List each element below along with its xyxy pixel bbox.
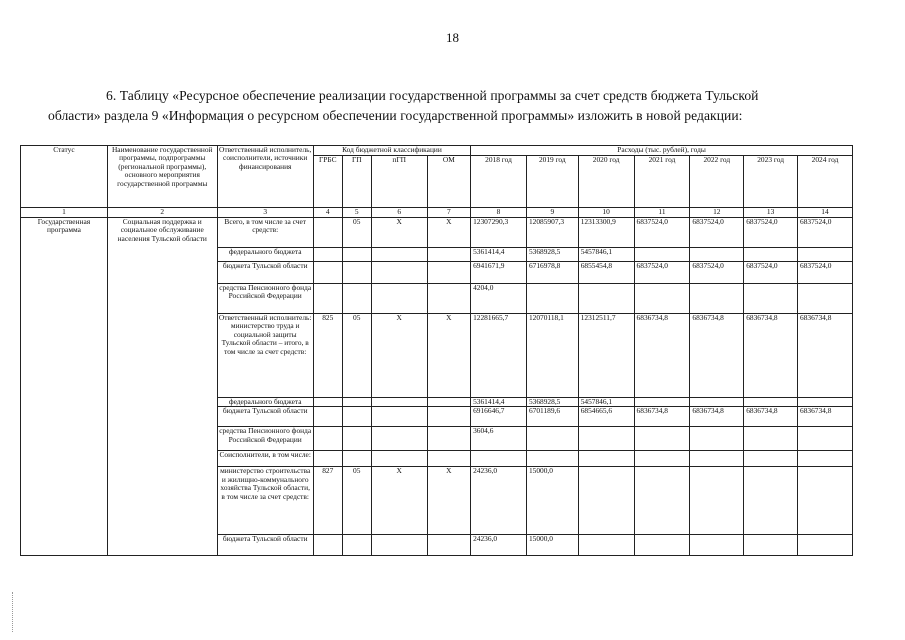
pgp-cell: Х xyxy=(371,218,427,248)
value-cell xyxy=(578,427,634,451)
value-cell: 6837524,0 xyxy=(798,262,853,284)
pgp-cell xyxy=(371,427,427,451)
header-year: 2023 год xyxy=(744,156,798,208)
gp-cell: 05 xyxy=(342,218,371,248)
value-cell: 5457846,1 xyxy=(578,248,634,262)
value-cell: 6837524,0 xyxy=(690,262,744,284)
grbs-cell: 825 xyxy=(313,314,342,398)
column-index: 12 xyxy=(690,208,744,218)
program-name-cell: Социальная поддержка и социальное обслуживание населения Тульской области xyxy=(107,218,217,556)
value-cell: 6836734,8 xyxy=(798,407,853,427)
grbs-cell xyxy=(313,451,342,467)
row-label: Всего, в том числе за счет средств: xyxy=(217,218,313,248)
row-label: федерального бюджета xyxy=(217,248,313,262)
value-cell: 15000,0 xyxy=(526,467,578,535)
row-label: бюджета Тульской области xyxy=(217,407,313,427)
grbs-cell xyxy=(313,248,342,262)
value-cell: 6837524,0 xyxy=(744,218,798,248)
row-label: средства Пенсионного фонда Российской Федерации xyxy=(217,284,313,314)
value-cell: 6836734,8 xyxy=(690,407,744,427)
row-label: бюджета Тульской области xyxy=(217,535,313,556)
row-label: средства Пенсионного фонда Российской Федерации xyxy=(217,427,313,451)
om-cell: Х xyxy=(427,314,471,398)
value-cell: 6837524,0 xyxy=(744,262,798,284)
value-cell: 24236,0 xyxy=(471,467,527,535)
om-cell: Х xyxy=(427,467,471,535)
value-cell xyxy=(690,427,744,451)
grbs-cell xyxy=(313,427,342,451)
column-index: 5 xyxy=(342,208,371,218)
header-year: 2024 год xyxy=(798,156,853,208)
value-cell: 6916646,7 xyxy=(471,407,527,427)
value-cell: 6701189,6 xyxy=(526,407,578,427)
value-cell: 12313300,9 xyxy=(578,218,634,248)
value-cell: 6941671,9 xyxy=(471,262,527,284)
column-index: 3 xyxy=(217,208,313,218)
value-cell xyxy=(690,451,744,467)
column-index-row xyxy=(21,208,853,218)
value-cell: 6837524,0 xyxy=(690,218,744,248)
table-body xyxy=(21,218,853,556)
value-cell: 5368928,5 xyxy=(526,248,578,262)
om-cell xyxy=(427,398,471,407)
value-cell xyxy=(634,427,690,451)
om-cell xyxy=(427,427,471,451)
value-cell xyxy=(578,467,634,535)
value-cell xyxy=(798,535,853,556)
gp-cell xyxy=(342,398,371,407)
header-year: 2018 год xyxy=(471,156,527,208)
grbs-cell xyxy=(313,284,342,314)
column-index: 14 xyxy=(798,208,853,218)
header-om: ОМ xyxy=(427,156,471,208)
value-cell: 12085907,3 xyxy=(526,218,578,248)
value-cell: 15000,0 xyxy=(526,535,578,556)
value-cell xyxy=(744,398,798,407)
gp-cell xyxy=(342,535,371,556)
value-cell xyxy=(634,451,690,467)
column-index: 9 xyxy=(526,208,578,218)
pgp-cell: Х xyxy=(371,467,427,535)
grbs-cell xyxy=(313,262,342,284)
value-cell: 5368928,5 xyxy=(526,398,578,407)
value-cell xyxy=(798,398,853,407)
pgp-cell xyxy=(371,248,427,262)
header-pgp: пГП xyxy=(371,156,427,208)
grbs-cell: 827 xyxy=(313,467,342,535)
value-cell: 12312511,7 xyxy=(578,314,634,398)
value-cell: 6836734,8 xyxy=(690,314,744,398)
om-cell xyxy=(427,284,471,314)
om-cell xyxy=(427,248,471,262)
column-index: 6 xyxy=(371,208,427,218)
value-cell: 3604,6 xyxy=(471,427,527,451)
scan-margin-mark xyxy=(12,592,15,632)
column-index: 11 xyxy=(634,208,690,218)
row-label: бюджета Тульской области xyxy=(217,262,313,284)
value-cell: 6716978,8 xyxy=(526,262,578,284)
gp-cell xyxy=(342,284,371,314)
value-cell xyxy=(526,427,578,451)
value-cell: 6837524,0 xyxy=(634,262,690,284)
gp-cell xyxy=(342,262,371,284)
gp-cell xyxy=(342,248,371,262)
value-cell xyxy=(690,535,744,556)
value-cell xyxy=(578,535,634,556)
section-heading xyxy=(48,86,844,126)
grbs-cell xyxy=(313,407,342,427)
value-cell xyxy=(526,451,578,467)
row-label: Соисполнители, в том числе: xyxy=(217,451,313,467)
header-row-1 xyxy=(21,146,853,156)
value-cell xyxy=(744,427,798,451)
grbs-cell xyxy=(313,535,342,556)
value-cell: 12307290,3 xyxy=(471,218,527,248)
om-cell: Х xyxy=(427,218,471,248)
header-year: 2022 год xyxy=(690,156,744,208)
value-cell: 6854665,6 xyxy=(578,407,634,427)
header-grbs: ГРБС xyxy=(313,156,342,208)
header-name: Наименование государственной программы, подпрограммы (региональной программы), основного мероприятия государственной программы xyxy=(107,146,217,208)
value-cell xyxy=(690,398,744,407)
value-cell: 6836734,8 xyxy=(744,314,798,398)
header-year: 2019 год xyxy=(526,156,578,208)
row-label: федерального бюджета xyxy=(217,398,313,407)
value-cell: 6836734,8 xyxy=(634,407,690,427)
value-cell: 6837524,0 xyxy=(634,218,690,248)
value-cell xyxy=(744,284,798,314)
header-kbk: Код бюджетной классификации xyxy=(313,146,470,156)
value-cell xyxy=(690,284,744,314)
header-gp: ГП xyxy=(342,156,371,208)
value-cell xyxy=(578,451,634,467)
value-cell xyxy=(798,248,853,262)
value-cell xyxy=(634,467,690,535)
pgp-cell xyxy=(371,398,427,407)
value-cell: 5361414,4 xyxy=(471,248,527,262)
value-cell xyxy=(798,284,853,314)
column-index: 4 xyxy=(313,208,342,218)
value-cell xyxy=(744,451,798,467)
value-cell xyxy=(798,451,853,467)
column-index: 8 xyxy=(471,208,527,218)
value-cell xyxy=(798,467,853,535)
row-label: министерство строительства и жилищно-коммунального хозяйства Тульской области, в том числе за счет средств: xyxy=(217,467,313,535)
value-cell xyxy=(744,535,798,556)
pgp-cell: Х xyxy=(371,314,427,398)
value-cell: 12070118,1 xyxy=(526,314,578,398)
value-cell xyxy=(634,248,690,262)
value-cell: 6855454,8 xyxy=(578,262,634,284)
column-index: 10 xyxy=(578,208,634,218)
value-cell: 4204,0 xyxy=(471,284,527,314)
om-cell xyxy=(427,535,471,556)
value-cell xyxy=(471,451,527,467)
gp-cell: 05 xyxy=(342,467,371,535)
value-cell xyxy=(526,284,578,314)
value-cell xyxy=(690,467,744,535)
resource-table xyxy=(20,145,853,556)
grbs-cell xyxy=(313,218,342,248)
value-cell: 6836734,8 xyxy=(634,314,690,398)
pgp-cell xyxy=(371,451,427,467)
header-status: Статус xyxy=(21,146,108,208)
value-cell xyxy=(578,284,634,314)
gp-cell xyxy=(342,427,371,451)
value-cell: 6836734,8 xyxy=(798,314,853,398)
value-cell: 5457846,1 xyxy=(578,398,634,407)
grbs-cell xyxy=(313,398,342,407)
column-index: 1 xyxy=(21,208,108,218)
heading-line-1: 6. Таблицу «Ресурсное обеспечение реализации государственной программы за счет средств бюджета Тульской xyxy=(106,88,759,103)
header-year: 2021 год xyxy=(634,156,690,208)
om-cell xyxy=(427,407,471,427)
table-row xyxy=(21,218,853,248)
value-cell xyxy=(744,467,798,535)
value-cell xyxy=(634,535,690,556)
value-cell: 24236,0 xyxy=(471,535,527,556)
header-responsible: Ответственный исполнитель, соисполнители, источники финансирования xyxy=(217,146,313,208)
column-index: 13 xyxy=(744,208,798,218)
value-cell: 12281665,7 xyxy=(471,314,527,398)
page-number: 18 xyxy=(446,30,459,45)
pgp-cell xyxy=(371,262,427,284)
header-expenses: Расходы (тыс. рублей), годы xyxy=(471,146,853,156)
column-index: 7 xyxy=(427,208,471,218)
value-cell xyxy=(634,284,690,314)
value-cell: 6836734,8 xyxy=(744,407,798,427)
pgp-cell xyxy=(371,284,427,314)
column-index: 2 xyxy=(107,208,217,218)
value-cell: 6837524,0 xyxy=(798,218,853,248)
gp-cell xyxy=(342,451,371,467)
om-cell xyxy=(427,451,471,467)
row-label: Ответственный исполнитель: министерство труда и социальной защиты Тульской области – итого, в том числе за счет средств: xyxy=(217,314,313,398)
pgp-cell xyxy=(371,535,427,556)
status-cell: Государственная программа xyxy=(21,218,108,556)
gp-cell xyxy=(342,407,371,427)
gp-cell: 05 xyxy=(342,314,371,398)
pgp-cell xyxy=(371,407,427,427)
heading-line-2: области» раздела 9 «Информация о ресурсном обеспечении государственной программы» изложить в новой редакции: xyxy=(48,108,743,123)
om-cell xyxy=(427,262,471,284)
value-cell: 5361414,4 xyxy=(471,398,527,407)
value-cell xyxy=(798,427,853,451)
value-cell xyxy=(690,248,744,262)
header-year: 2020 год xyxy=(578,156,634,208)
value-cell xyxy=(744,248,798,262)
value-cell xyxy=(634,398,690,407)
